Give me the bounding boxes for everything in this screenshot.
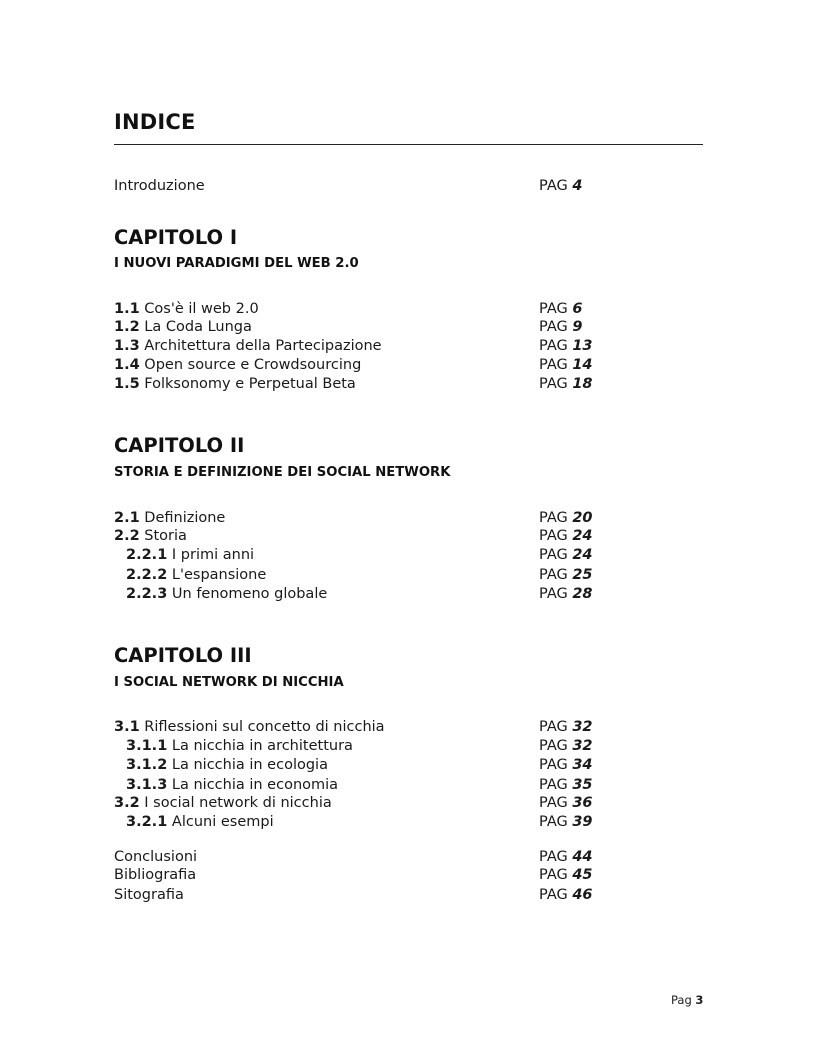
toc-entry-page: PAG 32 bbox=[539, 738, 593, 754]
toc-entry-label: Folksonomy e Perpetual Beta bbox=[144, 376, 356, 392]
toc-entry-number: 1.1 bbox=[114, 301, 140, 317]
toc-entry-page: PAG 9 bbox=[539, 319, 583, 335]
toc-entry-label: Alcuni esempi bbox=[171, 814, 274, 830]
toc-entry[interactable] bbox=[114, 356, 674, 375]
toc-entry-number: 1.2 bbox=[114, 319, 140, 335]
chapter-heading: CAPITOLO I bbox=[114, 226, 238, 249]
toc-entry-label: L'espansione bbox=[171, 567, 267, 583]
toc-entry-page: PAG 39 bbox=[539, 814, 593, 830]
title-divider bbox=[114, 144, 703, 145]
toc-entry[interactable] bbox=[114, 794, 674, 813]
toc-entry-page: PAG 28 bbox=[539, 586, 593, 602]
toc-entry-number: 1.5 bbox=[114, 376, 140, 392]
toc-entry-number: 1.3 bbox=[114, 338, 140, 354]
toc-entry[interactable] bbox=[114, 337, 674, 356]
toc-entry-label: La nicchia in economia bbox=[171, 777, 339, 793]
toc-entry-label: Sitografia bbox=[114, 887, 184, 903]
toc-entry-page: PAG 46 bbox=[539, 887, 593, 903]
toc-entry-page: PAG 45 bbox=[539, 867, 593, 883]
toc-entry-page: PAG 36 bbox=[539, 795, 593, 811]
toc-subentry[interactable] bbox=[114, 737, 674, 756]
toc-entry-label: I social network di nicchia bbox=[144, 795, 332, 811]
toc-entry-label: Cos'è il web 2.0 bbox=[144, 301, 259, 317]
page-number-footer bbox=[671, 993, 703, 1007]
toc-subentry[interactable] bbox=[114, 546, 674, 565]
toc-entry-label: Definizione bbox=[144, 510, 226, 526]
toc-entry[interactable] bbox=[114, 509, 674, 528]
chapter-subtitle: I NUOVI PARADIGMI DEL WEB 2.0 bbox=[114, 256, 359, 271]
toc-entry-page: PAG 34 bbox=[539, 757, 593, 773]
toc-entry-number: 2.2 bbox=[114, 528, 140, 544]
toc-entry-page: PAG 44 bbox=[539, 849, 593, 865]
footer-label: Pag bbox=[671, 993, 692, 1007]
toc-entry-number: 1.4 bbox=[114, 357, 140, 373]
toc-entry-bibliografia[interactable] bbox=[114, 866, 674, 885]
toc-entry-page: PAG 18 bbox=[539, 376, 593, 392]
toc-entry-number: 3.1 bbox=[114, 719, 140, 735]
toc-entry-page: PAG 13 bbox=[539, 338, 593, 354]
toc-entry[interactable] bbox=[114, 375, 674, 394]
toc-entry[interactable] bbox=[114, 300, 674, 319]
toc-entry-page: PAG 25 bbox=[539, 567, 593, 583]
toc-entry-label: La nicchia in architettura bbox=[171, 738, 353, 754]
chapter-subtitle: I SOCIAL NETWORK DI NICCHIA bbox=[114, 675, 344, 690]
toc-entry-number: 3.1.3 bbox=[126, 777, 168, 793]
toc-entry-label: La nicchia in ecologia bbox=[171, 757, 328, 773]
toc-entry-page: PAG 32 bbox=[539, 719, 593, 735]
footer-page-number: 3 bbox=[695, 993, 704, 1007]
toc-entry-number: 2.1 bbox=[114, 510, 140, 526]
toc-entry[interactable] bbox=[114, 718, 674, 737]
toc-entry-label: Introduzione bbox=[114, 178, 205, 194]
toc-subentry[interactable] bbox=[114, 776, 674, 795]
toc-entry-label: Conclusioni bbox=[114, 849, 198, 865]
toc-entry-label: Storia bbox=[144, 528, 187, 544]
toc-entry[interactable] bbox=[114, 318, 674, 337]
toc-entry-label: La Coda Lunga bbox=[144, 319, 252, 335]
page-title: INDICE bbox=[114, 110, 196, 134]
chapter-heading: CAPITOLO II bbox=[114, 434, 245, 457]
chapter-heading: CAPITOLO III bbox=[114, 644, 252, 667]
toc-entry-conclusioni[interactable] bbox=[114, 848, 674, 867]
toc-entry-introduzione[interactable] bbox=[114, 177, 674, 196]
toc-entry-page: PAG 4 bbox=[539, 178, 583, 194]
toc-entry-number: 3.1.1 bbox=[126, 738, 168, 754]
toc-entry-label: I primi anni bbox=[171, 547, 255, 563]
toc-subentry[interactable] bbox=[114, 756, 674, 775]
toc-entry[interactable] bbox=[114, 527, 674, 546]
toc-entry-label: Open source e Crowdsourcing bbox=[144, 357, 362, 373]
toc-entry-sitografia[interactable] bbox=[114, 886, 674, 905]
toc-entry-page: PAG 24 bbox=[539, 528, 593, 544]
toc-subentry[interactable] bbox=[114, 813, 674, 832]
toc-entry-page: PAG 24 bbox=[539, 547, 593, 563]
toc-entry-number: 2.2.3 bbox=[126, 586, 168, 602]
toc-subentry[interactable] bbox=[114, 585, 674, 604]
toc-entry-number: 2.2.2 bbox=[126, 567, 168, 583]
toc-entry-number: 2.2.1 bbox=[126, 547, 168, 563]
toc-entry-page: PAG 14 bbox=[539, 357, 593, 373]
toc-entry-page: PAG 6 bbox=[539, 301, 583, 317]
toc-entry-page: PAG 20 bbox=[539, 510, 593, 526]
toc-entry-page: PAG 35 bbox=[539, 777, 593, 793]
toc-subentry[interactable] bbox=[114, 566, 674, 585]
toc-entry-number: 3.2 bbox=[114, 795, 140, 811]
chapter-subtitle: STORIA E DEFINIZIONE DEI SOCIAL NETWORK bbox=[114, 465, 451, 480]
toc-entry-label: Un fenomeno globale bbox=[171, 586, 328, 602]
toc-entry-number: 3.2.1 bbox=[126, 814, 168, 830]
toc-entry-number: 3.1.2 bbox=[126, 757, 168, 773]
toc-entry-label: Architettura della Partecipazione bbox=[144, 338, 382, 354]
toc-entry-label: Bibliografia bbox=[114, 867, 197, 883]
toc-entry-label: Riflessioni sul concetto di nicchia bbox=[144, 719, 385, 735]
